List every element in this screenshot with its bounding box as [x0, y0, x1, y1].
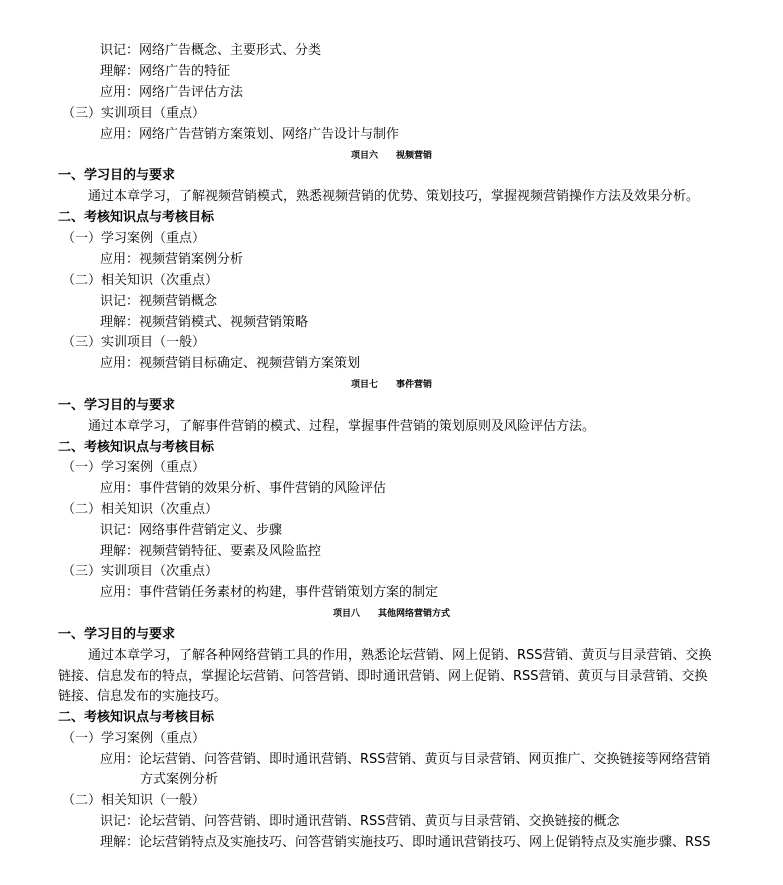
text-line: （二）相关知识（次重点） [62, 273, 219, 288]
text-line: （一）学习案例（重点） [62, 460, 206, 475]
text-line: 应用：事件营销的效果分析、事件营销的风险评估 [100, 481, 387, 496]
section-heading: 二、考核知识点与考核目标 [58, 440, 215, 455]
text-line: 识记：论坛营销、问答营销、即时通讯营销、RSS营销、黄页与目录营销、交换链接的概念 [100, 814, 620, 829]
section-title: 项目八 其他网络营销方式 [332, 609, 450, 619]
text-line: 应用：视频营销目标确定、视频营销方案策划 [100, 356, 361, 371]
text-line: 应用：视频营销案例分析 [100, 252, 244, 267]
section-title: 项目七 事件营销 [350, 380, 432, 390]
text-line: （一）学习案例（重点） [62, 231, 206, 246]
text-line: 方式案例分析 [140, 772, 219, 787]
section-heading: 一、学习目的与要求 [58, 627, 176, 642]
text-line: （二）相关知识（一般） [62, 793, 206, 808]
section-heading: 二、考核知识点与考核目标 [58, 710, 215, 725]
text-line: 应用：事件营销任务素材的构建，事件营销策划方案的制定 [100, 585, 439, 600]
text-line: 识记：视频营销概念 [100, 294, 218, 309]
text-line: 识记：网络事件营销定义、步骤 [100, 523, 283, 538]
text-line: （三）实训项目（一般） [62, 335, 206, 350]
text-line: 通过本章学习，了解事件营销的模式、过程，掌握事件营销的策划原则及风险评估方法。 [88, 419, 596, 434]
text-line: 识记：网络广告概念、主要形式、分类 [100, 43, 322, 58]
text-line: 理解：视频营销特征、要素及风险监控 [100, 544, 322, 559]
text-line: 应用：网络广告评估方法 [100, 85, 244, 100]
text-line: 理解：视频营销模式、视频营销策略 [100, 315, 309, 330]
text-line: 应用：网络广告营销方案策划、网络广告设计与制作 [100, 127, 400, 142]
text-line: 链接、信息发布的特点，掌握论坛营销、问答营销、即时通讯营销、网上促销、RSS营销、黄页与目录营销、交换 [58, 669, 708, 684]
text-line: （三）实训项目（重点） [62, 106, 206, 121]
text-line: （二）相关知识（次重点） [62, 502, 219, 517]
section-heading: 一、学习目的与要求 [58, 168, 176, 183]
text-line: 应用：论坛营销、问答营销、即时通讯营销、RSS营销、黄页与目录营销、网页推广、交换链接等网络营销 [100, 752, 711, 767]
text-line: 通过本章学习，了解视频营销模式，熟悉视频营销的优势、策划技巧，掌握视频营销操作方法及效果分析。 [88, 189, 700, 204]
text-line: 理解：网络广告的特征 [100, 64, 231, 79]
section-title: 项目六 视频营销 [350, 151, 432, 161]
text-line: 理解：论坛营销特点及实施技巧、问答营销实施技巧、即时通讯营销技巧、网上促销特点及实施步骤、RSS [100, 835, 711, 850]
text-line: （三）实训项目（次重点） [62, 564, 219, 579]
section-heading: 二、考核知识点与考核目标 [58, 210, 215, 225]
text-line: 通过本章学习，了解各种网络营销工具的作用，熟悉论坛营销、网上促销、RSS营销、黄页与目录营销、交换 [88, 648, 712, 663]
section-heading: 一、学习目的与要求 [58, 398, 176, 413]
text-line: 链接、信息发布的实施技巧。 [58, 689, 228, 704]
text-line: （一）学习案例（重点） [62, 731, 206, 746]
